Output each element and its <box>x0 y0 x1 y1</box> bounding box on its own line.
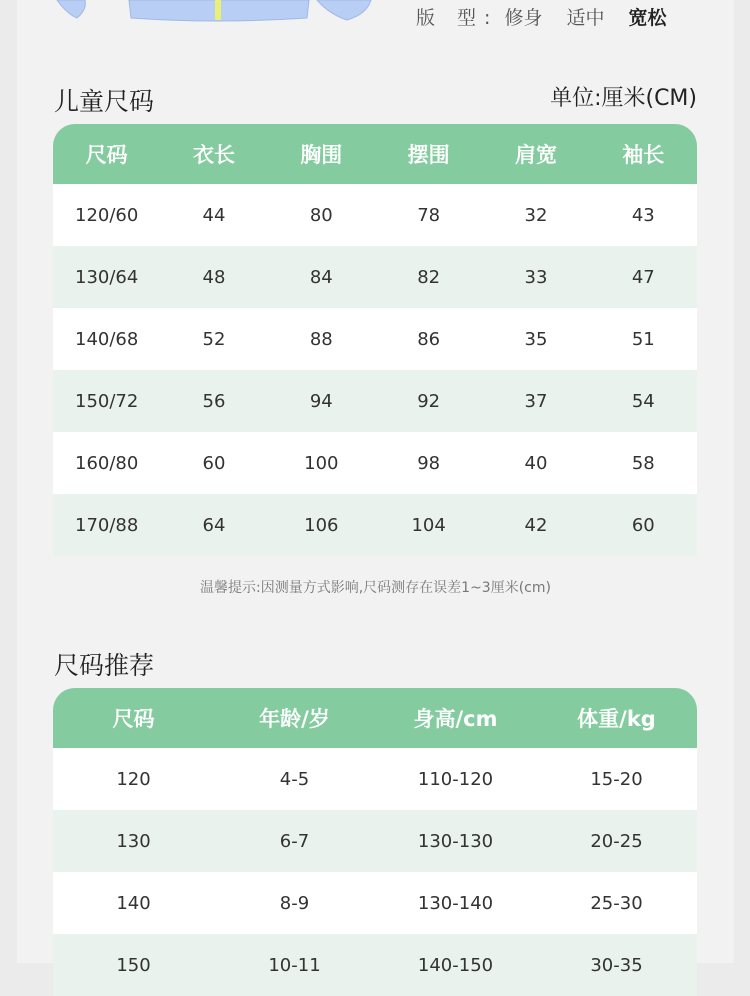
table-cell: 140/68 <box>75 328 139 350</box>
size-guide-page <box>17 0 734 976</box>
table-cell: 106 <box>304 514 339 536</box>
table-cell: 47 <box>631 266 655 288</box>
table-cell: 8-9 <box>279 892 310 914</box>
table-cell: 42 <box>524 514 548 536</box>
table-cell: 120/60 <box>75 204 139 226</box>
table-cell: 92 <box>417 390 441 412</box>
fit-option-regular: 适中 <box>566 6 605 29</box>
table-cell: 130 <box>116 830 151 852</box>
recommend-table <box>53 688 697 996</box>
table-cell: 80 <box>309 204 333 226</box>
table-row <box>53 246 697 308</box>
recommend-header <box>53 688 697 748</box>
table-cell: 104 <box>411 514 446 536</box>
table-cell: 160/80 <box>75 452 139 474</box>
size-chart-table <box>53 124 697 556</box>
table-cell: 170/88 <box>75 514 139 536</box>
recommend-title: 尺码推荐 <box>54 651 155 680</box>
table-row <box>53 934 697 996</box>
header-cell: 袖长 <box>622 143 665 167</box>
header-cell: 体重/kg <box>577 707 656 731</box>
table-cell: 110-120 <box>417 768 494 790</box>
header-cell: 尺码 <box>112 707 155 731</box>
table-cell: 33 <box>524 266 548 288</box>
table-cell: 120 <box>116 768 151 790</box>
table-cell: 94 <box>309 390 333 412</box>
table-cell: 140-150 <box>417 954 494 976</box>
table-row <box>53 370 697 432</box>
table-row <box>53 308 697 370</box>
header-cell: 身高/cm <box>413 707 498 731</box>
header-cell: 年龄/岁 <box>259 707 330 731</box>
size-chart-title: 儿童尺码 <box>54 87 155 116</box>
table-cell: 88 <box>309 328 333 350</box>
table-cell: 51 <box>631 328 655 350</box>
table-cell: 35 <box>524 328 548 350</box>
table-cell: 10-11 <box>268 954 321 976</box>
table-cell: 150/72 <box>75 390 139 412</box>
table-cell: 64 <box>202 514 226 536</box>
table-cell: 25-30 <box>590 892 643 914</box>
table-cell: 78 <box>417 204 441 226</box>
table-cell: 32 <box>524 204 548 226</box>
table-cell: 100 <box>304 452 339 474</box>
fit-type-row <box>416 1 716 31</box>
table-row <box>53 432 697 494</box>
header-cell: 胸围 <box>300 143 343 167</box>
table-cell: 15-20 <box>590 768 643 790</box>
size-chart-header <box>53 124 697 184</box>
table-cell: 37 <box>524 390 548 412</box>
fit-option-slim: 修身 <box>504 6 543 29</box>
table-cell: 20-25 <box>590 830 643 852</box>
table-cell: 130-130 <box>417 830 494 852</box>
table-cell: 58 <box>631 452 655 474</box>
table-cell: 82 <box>417 266 441 288</box>
measurement-note: 温馨提示:因测量方式影响,尺码测存在误差1~3厘米(cm) <box>200 580 551 596</box>
table-row <box>53 748 697 810</box>
table-cell: 56 <box>202 390 226 412</box>
table-row <box>53 872 697 934</box>
jacket-illustration <box>17 0 417 34</box>
table-row <box>53 810 697 872</box>
header-cell: 尺码 <box>85 143 128 167</box>
table-cell: 44 <box>202 204 226 226</box>
header-cell: 摆围 <box>407 143 450 167</box>
fit-type-label: 版 型: <box>416 6 499 29</box>
table-cell: 150 <box>116 954 151 976</box>
table-cell: 54 <box>631 390 655 412</box>
table-cell: 60 <box>202 452 226 474</box>
table-row <box>53 494 697 556</box>
table-cell: 140 <box>116 892 151 914</box>
table-cell: 130-140 <box>417 892 494 914</box>
table-cell: 43 <box>631 204 655 226</box>
size-chart-unit: 单位:厘米(CM) <box>550 86 697 111</box>
table-cell: 98 <box>417 452 441 474</box>
header-cell: 肩宽 <box>514 143 557 167</box>
table-cell: 40 <box>524 452 548 474</box>
table-cell: 130/64 <box>75 266 139 288</box>
table-cell: 60 <box>631 514 655 536</box>
table-row <box>53 184 697 246</box>
header-cell: 衣长 <box>192 143 235 167</box>
table-cell: 48 <box>202 266 226 288</box>
table-cell: 84 <box>309 266 333 288</box>
table-cell: 30-35 <box>590 954 643 976</box>
table-cell: 52 <box>202 328 226 350</box>
table-cell: 86 <box>417 328 441 350</box>
table-cell: 4-5 <box>279 768 310 790</box>
table-cell: 6-7 <box>279 830 310 852</box>
fit-option-loose: 宽松 <box>628 6 667 29</box>
